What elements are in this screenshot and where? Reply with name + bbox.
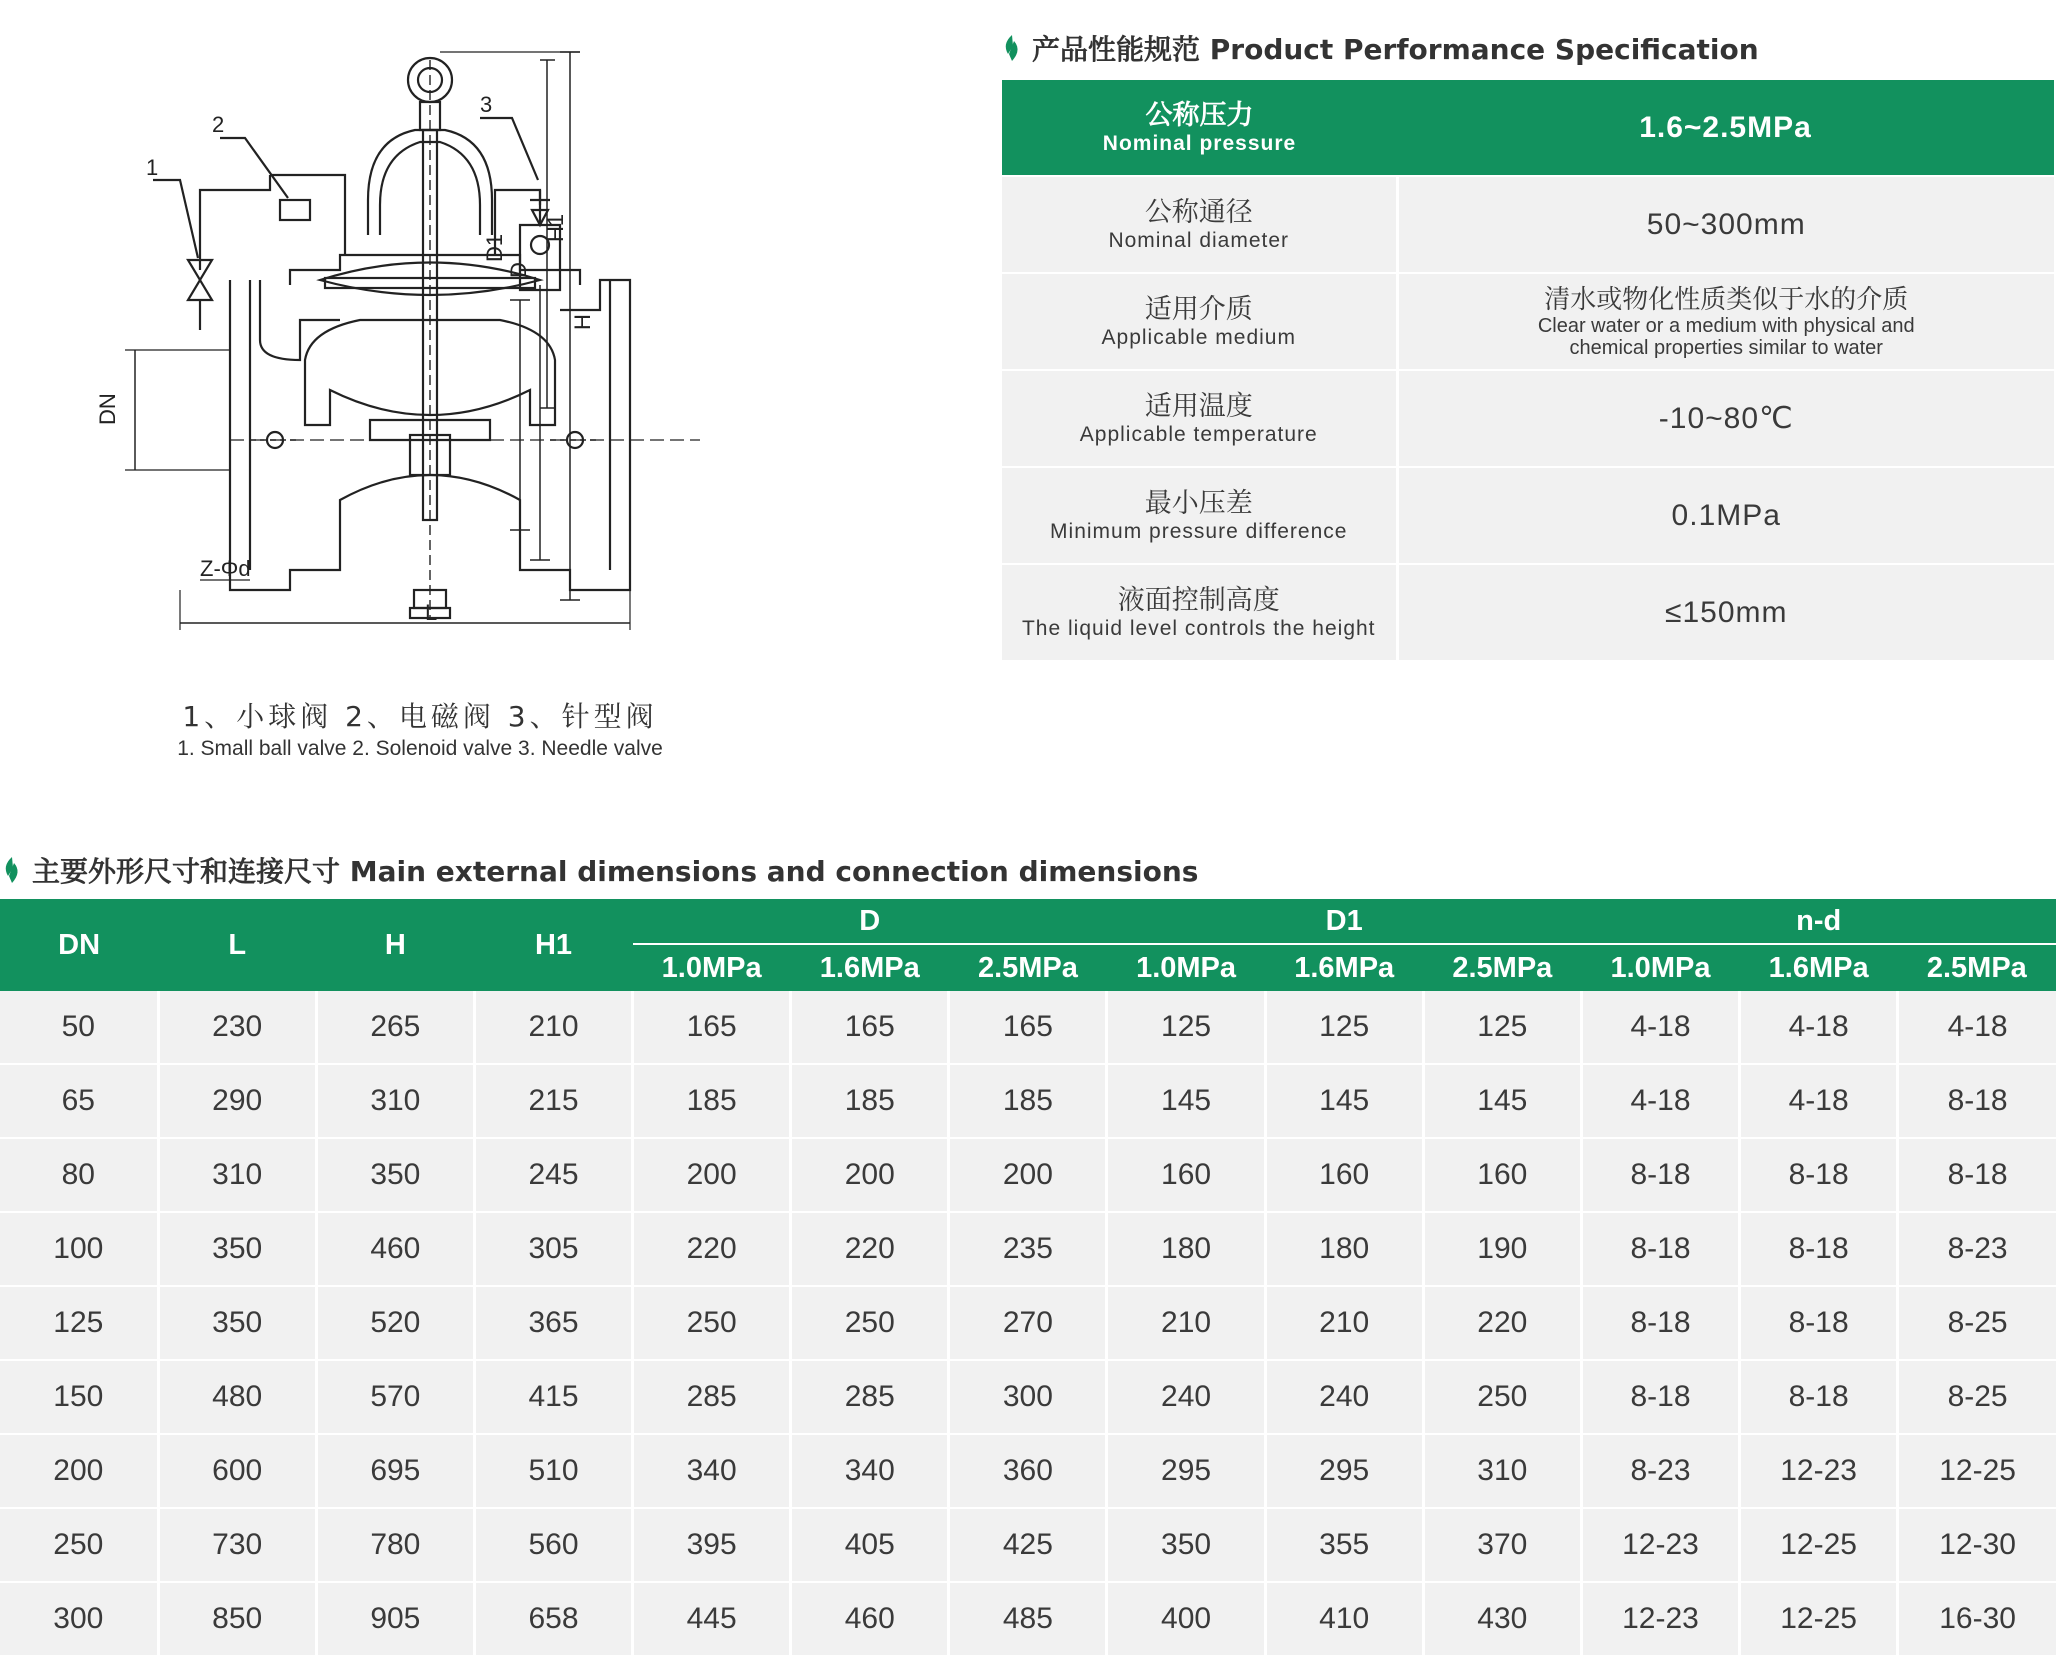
table-cell: 200 — [791, 1138, 949, 1212]
table-cell: 145 — [1423, 1064, 1581, 1138]
spec-label — [1002, 370, 1397, 467]
table-cell: 8-23 — [1581, 1434, 1739, 1508]
table-cell: 150 — [0, 1360, 158, 1434]
col-header-dn: DN — [0, 899, 158, 991]
sub-header-pressure: 2.5MPa — [1898, 944, 2056, 991]
table-cell: 165 — [791, 991, 949, 1064]
table-cell: 12-23 — [1581, 1508, 1739, 1582]
table-cell: 8-18 — [1740, 1360, 1898, 1434]
table-cell: 400 — [1107, 1582, 1265, 1656]
table-cell: 185 — [791, 1064, 949, 1138]
table-cell: 200 — [0, 1434, 158, 1508]
spec-label-cn: 最小压差 — [1144, 487, 1253, 519]
table-cell: 245 — [474, 1138, 632, 1212]
dimensions-table-body — [0, 991, 2056, 1656]
table-cell: 210 — [1107, 1286, 1265, 1360]
table-cell: 365 — [474, 1286, 632, 1360]
leaf-icon — [0, 856, 22, 884]
table-cell: 310 — [158, 1138, 316, 1212]
table-cell: 125 — [0, 1286, 158, 1360]
table-cell: 8-18 — [1581, 1360, 1739, 1434]
table-cell: 695 — [316, 1434, 474, 1508]
table-row — [0, 1212, 2056, 1286]
table-cell: 350 — [316, 1138, 474, 1212]
sub-header-pressure: 1.6MPa — [1265, 944, 1423, 991]
table-cell: 145 — [1265, 1064, 1423, 1138]
spec-row — [1002, 370, 2054, 467]
table-cell: 8-25 — [1898, 1360, 2056, 1434]
table-cell: 235 — [949, 1212, 1107, 1286]
table-cell: 4-18 — [1581, 1064, 1739, 1138]
table-cell: 460 — [316, 1212, 474, 1286]
table-cell: 200 — [633, 1138, 791, 1212]
dimensions-table — [0, 899, 2056, 1657]
spec-value-cn: 清水或物化性质类似于水的介质 — [1544, 284, 1909, 315]
spec-row — [1002, 176, 2054, 273]
table-cell: 125 — [1423, 991, 1581, 1064]
table-cell: 340 — [633, 1434, 791, 1508]
valve-drawing — [95, 30, 780, 670]
dim-d: D — [506, 262, 531, 278]
dim-l: L — [425, 600, 438, 625]
sub-header-pressure: 2.5MPa — [949, 944, 1107, 991]
table-row — [0, 1064, 2056, 1138]
table-cell: 658 — [474, 1582, 632, 1656]
table-cell: 285 — [791, 1360, 949, 1434]
table-cell: 8-18 — [1581, 1212, 1739, 1286]
table-cell: 180 — [1107, 1212, 1265, 1286]
table-cell: 355 — [1265, 1508, 1423, 1582]
spec-label-en: Nominal diameter — [1108, 228, 1290, 252]
table-cell: 305 — [474, 1212, 632, 1286]
table-cell: 600 — [158, 1434, 316, 1508]
table-cell: 165 — [633, 991, 791, 1064]
table-cell: 180 — [1265, 1212, 1423, 1286]
spec-row — [1002, 80, 2054, 176]
table-cell: 12-23 — [1581, 1582, 1739, 1656]
spec-label — [1002, 564, 1397, 661]
spec-row — [1002, 273, 2054, 370]
table-row — [0, 1582, 2056, 1656]
spec-label-en: Minimum pressure difference — [1050, 519, 1348, 543]
table-cell: 485 — [949, 1582, 1107, 1656]
dim-h: H — [570, 314, 595, 330]
table-cell: 160 — [1265, 1138, 1423, 1212]
table-cell: 285 — [633, 1360, 791, 1434]
table-cell: 185 — [633, 1064, 791, 1138]
spec-label-en: The liquid level controls the height — [1021, 616, 1376, 640]
table-cell: 250 — [0, 1508, 158, 1582]
table-cell: 220 — [633, 1212, 791, 1286]
spec-label-cn: 公称通径 — [1144, 196, 1253, 228]
table-cell: 100 — [0, 1212, 158, 1286]
table-cell: 480 — [158, 1360, 316, 1434]
table-cell: 445 — [633, 1582, 791, 1656]
table-cell: 8-18 — [1740, 1212, 1898, 1286]
table-cell: 730 — [158, 1508, 316, 1582]
spec-label-en: Nominal pressure — [1102, 131, 1297, 155]
table-cell: 850 — [158, 1582, 316, 1656]
table-cell: 210 — [1265, 1286, 1423, 1360]
spec-value-en: chemical properties similar to water — [1569, 336, 1883, 359]
table-row — [0, 1434, 2056, 1508]
table-cell: 12-30 — [1898, 1508, 2056, 1582]
table-cell: 4-18 — [1740, 1064, 1898, 1138]
spec-row — [1002, 564, 2054, 661]
table-header-row — [0, 899, 2056, 944]
table-cell: 210 — [474, 991, 632, 1064]
callout-3: 3 — [480, 92, 493, 117]
spec-value: 1.6~2.5MPa — [1397, 80, 2054, 176]
sub-header-pressure: 1.0MPa — [633, 944, 791, 991]
table-cell: 780 — [316, 1508, 474, 1582]
table-cell: 340 — [791, 1434, 949, 1508]
dimensions-heading-text: 主要外形尺寸和连接尺寸 Main external dimensions and connection dimensions — [32, 855, 1199, 888]
table-cell: 8-18 — [1898, 1138, 2056, 1212]
table-cell: 8-18 — [1898, 1064, 2056, 1138]
table-row — [0, 1360, 2056, 1434]
table-cell: 16-30 — [1898, 1582, 2056, 1656]
table-cell: 425 — [949, 1508, 1107, 1582]
table-cell: 300 — [949, 1360, 1107, 1434]
table-cell: 4-18 — [1898, 991, 2056, 1064]
table-cell: 520 — [316, 1286, 474, 1360]
legend-en: 1. Small ball valve 2. Solenoid valve 3. Needle valve — [177, 737, 663, 760]
spec-label-cn: 适用温度 — [1144, 390, 1253, 422]
col-header-d1: D1 — [1107, 899, 1581, 944]
dim-d1: D1 — [482, 233, 507, 262]
spec-value: ≤150mm — [1397, 564, 2054, 661]
table-cell: 185 — [949, 1064, 1107, 1138]
table-cell: 230 — [158, 991, 316, 1064]
spec-row — [1002, 467, 2054, 564]
table-row — [0, 1138, 2056, 1212]
table-cell: 405 — [791, 1508, 949, 1582]
table-row — [0, 1508, 2056, 1582]
leaf-icon — [1000, 34, 1022, 62]
table-cell: 8-18 — [1740, 1286, 1898, 1360]
col-header-h1: H1 — [474, 899, 632, 991]
spec-label-en: Applicable medium — [1101, 325, 1296, 349]
spec-label — [1002, 273, 1397, 370]
spec-label — [1002, 80, 1397, 176]
table-cell: 220 — [791, 1212, 949, 1286]
table-cell: 50 — [0, 991, 158, 1064]
table-cell: 8-23 — [1898, 1212, 2056, 1286]
sub-header-pressure: 1.6MPa — [1740, 944, 1898, 991]
table-cell: 240 — [1265, 1360, 1423, 1434]
table-cell: 290 — [158, 1064, 316, 1138]
spec-value — [1397, 273, 2054, 370]
table-cell: 460 — [791, 1582, 949, 1656]
table-cell: 295 — [1107, 1434, 1265, 1508]
table-cell: 415 — [474, 1360, 632, 1434]
spec-heading-text: 产品性能规范 Product Performance Specification — [1032, 33, 1759, 66]
table-cell: 160 — [1423, 1138, 1581, 1212]
table-cell: 125 — [1265, 991, 1423, 1064]
spec-table — [1002, 80, 2054, 662]
table-cell: 300 — [0, 1582, 158, 1656]
callout-1: 1 — [146, 155, 159, 180]
sub-header-pressure: 1.0MPa — [1107, 944, 1265, 991]
table-cell: 220 — [1423, 1286, 1581, 1360]
callout-2: 2 — [212, 112, 225, 137]
dimensions-heading — [0, 850, 1198, 890]
spec-label — [1002, 176, 1397, 273]
spec-label — [1002, 467, 1397, 564]
spec-label-cn: 适用介质 — [1144, 293, 1253, 325]
table-cell: 250 — [633, 1286, 791, 1360]
table-cell: 4-18 — [1581, 991, 1739, 1064]
table-cell: 410 — [1265, 1582, 1423, 1656]
col-header-d: D — [633, 899, 1107, 944]
table-cell: 12-25 — [1740, 1582, 1898, 1656]
table-cell: 190 — [1423, 1212, 1581, 1286]
spec-value: 50~300mm — [1397, 176, 2054, 273]
spec-label-en: Applicable temperature — [1079, 422, 1318, 446]
table-cell: 350 — [158, 1212, 316, 1286]
table-cell: 8-18 — [1740, 1138, 1898, 1212]
table-cell: 8-18 — [1581, 1138, 1739, 1212]
sub-header-pressure: 1.0MPa — [1581, 944, 1739, 991]
col-header-nd: n-d — [1581, 899, 2056, 944]
table-row — [0, 1286, 2056, 1360]
table-cell: 310 — [1423, 1434, 1581, 1508]
spec-label-cn: 公称压力 — [1145, 99, 1254, 131]
table-cell: 240 — [1107, 1360, 1265, 1434]
table-cell: 570 — [316, 1360, 474, 1434]
table-cell: 12-25 — [1898, 1434, 2056, 1508]
table-cell: 250 — [791, 1286, 949, 1360]
table-cell: 350 — [158, 1286, 316, 1360]
table-cell: 395 — [633, 1508, 791, 1582]
table-cell: 215 — [474, 1064, 632, 1138]
spec-value-en: Clear water or a medium with physical and — [1537, 314, 1915, 337]
dim-h1: H1 — [543, 213, 568, 242]
table-cell: 8-18 — [1581, 1286, 1739, 1360]
table-cell: 12-23 — [1740, 1434, 1898, 1508]
legend-cn: 1、小球阀 2、电磁阀 3、针型阀 — [182, 700, 658, 733]
table-cell: 165 — [949, 991, 1107, 1064]
table-cell: 8-25 — [1898, 1286, 2056, 1360]
table-cell: 145 — [1107, 1064, 1265, 1138]
spec-label-cn: 液面控制高度 — [1117, 584, 1280, 616]
spec-value: -10~80℃ — [1397, 370, 2054, 467]
table-cell: 430 — [1423, 1582, 1581, 1656]
table-cell: 270 — [949, 1286, 1107, 1360]
table-cell: 265 — [316, 991, 474, 1064]
col-header-l: L — [158, 899, 316, 991]
table-cell: 560 — [474, 1508, 632, 1582]
table-cell: 12-25 — [1740, 1508, 1898, 1582]
dim-dn: DN — [95, 393, 120, 425]
table-cell: 350 — [1107, 1508, 1265, 1582]
table-cell: 310 — [316, 1064, 474, 1138]
table-cell: 160 — [1107, 1138, 1265, 1212]
spec-value: 0.1MPa — [1397, 467, 2054, 564]
table-cell: 65 — [0, 1064, 158, 1138]
table-row — [0, 991, 2056, 1064]
table-cell: 370 — [1423, 1508, 1581, 1582]
table-cell: 295 — [1265, 1434, 1423, 1508]
table-cell: 200 — [949, 1138, 1107, 1212]
sub-header-pressure: 1.6MPa — [791, 944, 949, 991]
dim-bolt: Z-Φd — [200, 556, 251, 581]
table-cell: 905 — [316, 1582, 474, 1656]
table-cell: 4-18 — [1740, 991, 1898, 1064]
table-cell: 510 — [474, 1434, 632, 1508]
table-cell: 250 — [1423, 1360, 1581, 1434]
spec-heading — [1000, 28, 1759, 68]
sub-header-pressure: 2.5MPa — [1423, 944, 1581, 991]
col-header-h: H — [316, 899, 474, 991]
table-cell: 360 — [949, 1434, 1107, 1508]
table-cell: 125 — [1107, 991, 1265, 1064]
table-cell: 80 — [0, 1138, 158, 1212]
